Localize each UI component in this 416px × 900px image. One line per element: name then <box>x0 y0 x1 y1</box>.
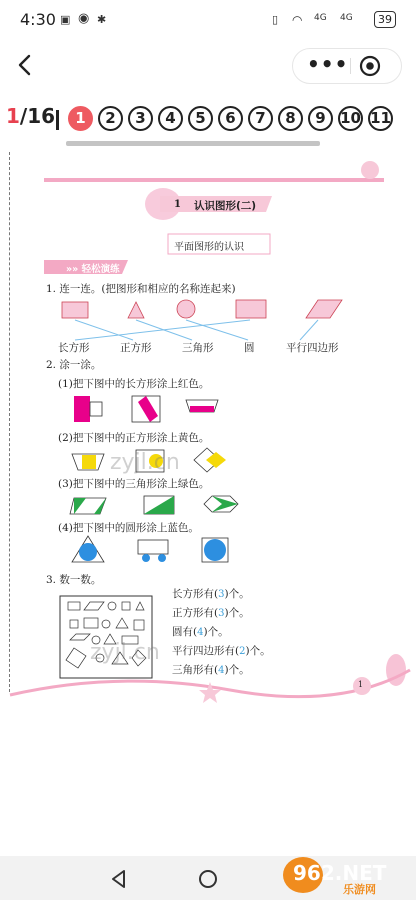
site-brand: 962.NET <box>293 861 387 885</box>
status-bar <box>0 0 416 38</box>
q2-r4-blue-circle-2 <box>204 539 226 561</box>
current-page: 1 <box>6 104 20 128</box>
q2-r2-yellow-square <box>82 455 96 469</box>
page-number: 1 <box>358 680 364 689</box>
q3-prompt: 3. 数一数。 <box>46 574 102 586</box>
page-button-4[interactable]: 4 <box>158 106 183 131</box>
lesson-number: 1 <box>174 199 181 210</box>
nav-back-icon[interactable] <box>108 868 130 890</box>
q3-line: 圆有(4)个。 <box>172 626 229 638</box>
q2-prompt: 2. 涂一涂。 <box>46 359 102 371</box>
q2-sub3: (3)把下图中的三角形涂上绿色。 <box>58 478 210 490</box>
q2-r1-strip <box>190 406 214 412</box>
page-count <box>6 104 55 128</box>
capsule-divider <box>350 58 351 74</box>
practice-banner: »» 轻松演练 <box>66 264 120 275</box>
q1-label-square: 正方形 <box>120 342 152 354</box>
capsule-menu <box>292 48 402 84</box>
more-icon[interactable]: ••• <box>307 52 349 76</box>
page-button-8[interactable]: 8 <box>278 106 303 131</box>
page-button-10[interactable]: 10 <box>338 106 363 131</box>
q1-prompt: 1. 连一连。(把图形和相应的名称连起来) <box>46 283 236 295</box>
total-pages: /16 <box>19 104 56 128</box>
page-button-11[interactable]: 11 <box>368 106 393 131</box>
mini-program-header <box>0 40 416 92</box>
q2-sub4: (4)把下图中的圆形涂上蓝色。 <box>58 522 199 534</box>
vibrate-icon: ▯ <box>272 13 279 26</box>
q2-r1-square <box>90 402 102 416</box>
back-arrow-icon[interactable] <box>12 52 38 78</box>
q2-r4-wheel-2 <box>158 554 166 562</box>
flower-decoration <box>386 654 406 686</box>
q3-line: 平行四边形有(2)个。 <box>172 645 271 657</box>
q2-sub1: (1)把下图中的长方形涂上红色。 <box>58 378 210 390</box>
eye-icon: ◉ <box>78 11 90 26</box>
page-button-2[interactable]: 2 <box>98 106 123 131</box>
page-button-9[interactable]: 9 <box>308 106 333 131</box>
close-target-icon[interactable] <box>359 55 381 77</box>
page-button-7[interactable]: 7 <box>248 106 273 131</box>
q1-triangle <box>128 302 144 318</box>
zyjl-watermark-2: zyjl.cn <box>90 640 160 665</box>
site-watermark-logo <box>283 855 408 897</box>
signal-4g-icon-1: 4G <box>314 13 327 23</box>
battery-indicator: 39 <box>374 11 396 28</box>
pager-scrollbar[interactable] <box>66 141 320 146</box>
q1-parallelogram <box>306 300 342 318</box>
worksheet-page <box>0 150 416 710</box>
page-button-1[interactable]: 1 <box>68 106 93 131</box>
q3-line: 三角形有(4)个。 <box>172 664 250 676</box>
q1-answer-lines <box>75 320 318 340</box>
q2-r4-wheel-1 <box>142 554 150 562</box>
lesson-title: 认识图形(二) <box>194 200 257 212</box>
q2-r4-blue-circle-1 <box>79 543 97 561</box>
status-time: 4:30 <box>20 10 56 29</box>
site-sub: 乐游网 <box>343 883 376 896</box>
page-button-5[interactable]: 5 <box>188 106 213 131</box>
q1-label-triangle: 三角形 <box>182 342 214 354</box>
notification-icon: ▣ <box>60 13 71 26</box>
q1-label-parallelogram: 平行四边形 <box>286 342 339 354</box>
q1-label-rectangle: 长方形 <box>58 342 90 354</box>
bluetooth-icon: ✱ <box>97 13 107 26</box>
signal-4g-icon-2: 4G <box>340 13 353 23</box>
q2-r1-magenta-rect <box>74 396 90 422</box>
q1-long-rectangle <box>236 300 266 318</box>
page-button-3[interactable]: 3 <box>128 106 153 131</box>
header-rule <box>44 178 384 182</box>
section-title: 平面图形的认识 <box>174 242 244 253</box>
q1-circle <box>177 300 195 318</box>
q1-rectangle <box>62 302 88 318</box>
q2-r4-cart-body <box>138 540 168 554</box>
q1-label-circle: 圆 <box>244 342 255 354</box>
page-button-6[interactable]: 6 <box>218 106 243 131</box>
page-navigator <box>0 104 416 134</box>
nav-home-icon[interactable] <box>197 868 219 890</box>
zyjl-watermark-1: zyjl.cn <box>110 450 180 475</box>
pager-divider <box>56 110 59 130</box>
header-flower <box>361 161 379 179</box>
q2-sub2: (2)把下图中的正方形涂上黄色。 <box>58 432 210 444</box>
q3-line: 长方形有(3)个。 <box>172 588 250 600</box>
q3-line: 正方形有(3)个。 <box>172 607 250 619</box>
wifi-icon: ◠ <box>292 13 303 27</box>
